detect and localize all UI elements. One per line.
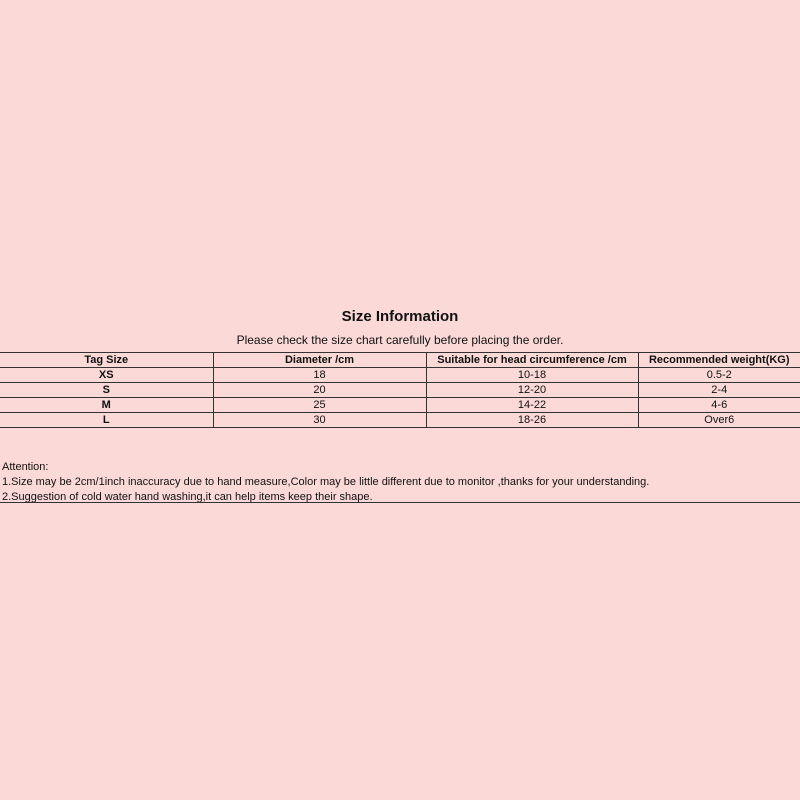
- attention-heading: Attention:: [2, 461, 49, 473]
- recommended-weight-cell: 4-6: [638, 398, 800, 413]
- table-header-row: [0, 353, 800, 368]
- column-header-recommended-weight: Recommended weight(KG): [638, 353, 800, 368]
- head-circumference-cell: 10-18: [426, 368, 638, 383]
- page-subtitle: Please check the size chart carefully before placing the order.: [236, 333, 564, 347]
- diameter-cell: 18: [213, 368, 426, 383]
- attention-note-2: 2.Suggestion of cold water hand washing,it can help items keep their shape.: [2, 491, 373, 503]
- tag-size-cell: M: [0, 398, 213, 413]
- page-title: Size Information: [341, 308, 459, 325]
- diameter-cell: 30: [213, 413, 426, 428]
- column-header-head-circumference: Suitable for head circumference /cm: [426, 353, 638, 368]
- diameter-cell: 25: [213, 398, 426, 413]
- tag-size-cell: S: [0, 383, 213, 398]
- table-row: [0, 368, 800, 383]
- size-table: [0, 352, 800, 428]
- attention-note-1: 1.Size may be 2cm/1inch inaccuracy due to hand measure,Color may be little different due to monitor ,thanks for your understanding.: [2, 476, 650, 488]
- attention-notes: [2, 460, 798, 505]
- recommended-weight-cell: 0.5-2: [638, 368, 800, 383]
- recommended-weight-cell: Over6: [638, 413, 800, 428]
- head-circumference-cell: 14-22: [426, 398, 638, 413]
- head-circumference-cell: 12-20: [426, 383, 638, 398]
- tag-size-cell: L: [0, 413, 213, 428]
- table-row: [0, 398, 800, 413]
- notes-divider: [0, 502, 800, 503]
- column-header-diameter: Diameter /cm: [213, 353, 426, 368]
- tag-size-cell: XS: [0, 368, 213, 383]
- column-header-tag-size: Tag Size: [0, 353, 213, 368]
- head-circumference-cell: 18-26: [426, 413, 638, 428]
- table-row: [0, 383, 800, 398]
- table-row: [0, 413, 800, 428]
- diameter-cell: 20: [213, 383, 426, 398]
- recommended-weight-cell: 2-4: [638, 383, 800, 398]
